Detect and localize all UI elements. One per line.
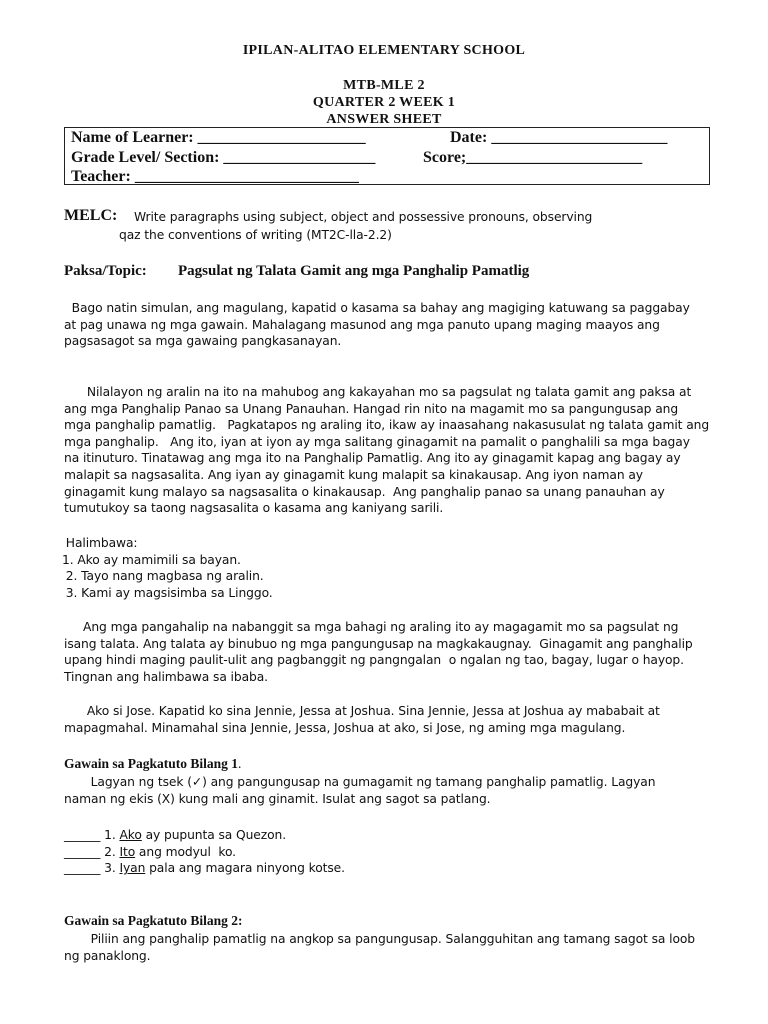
examples-list	[62, 535, 273, 601]
topic-label: Paksa/Topic:	[64, 263, 147, 279]
paragraph-line: Ang mga pangahalip na nabanggit sa mga bahagi ng araling ito ay magagamit mo sa pagsulat ng	[64, 620, 679, 634]
example-paragraph	[64, 703, 660, 736]
score-field[interactable]: Score;______________________	[423, 149, 643, 166]
paragraph-line: isang talata. Ang talata ay binubuo ng mga pangungusap na magkakaugnay. Ginagamit ang panghalip	[64, 636, 693, 651]
examples-label: Halimbawa:	[62, 536, 138, 550]
paragraph-line: Lagyan ng tsek (✓) ang pangungusap na gumagamit ng tamang panghalip pamatlig. Lagyan	[64, 775, 656, 789]
date-field[interactable]: Date: ______________________	[450, 129, 668, 146]
teacher-field[interactable]: Teacher: ____________________________	[71, 168, 359, 185]
paragraph-line: Piliin ang panghalip pamatlig na angkop sa pangungusap. Salangguhitan ang tamang sagot sa loob	[64, 932, 696, 946]
paragraph-line: naman ng ekis (X) kung mali ang ginamit. Isulat ang sagot sa patlang.	[64, 791, 491, 806]
paragraph-line: at pag unawa ng mga gawain. Mahalagang masunod ang mga panuto upang maging maayos ang	[64, 317, 660, 332]
paragraph-line: mga panghalip. Ang ito, iyan at iyon ay mga salitang ginagamit na pamalit o panghalili sa mga bagay	[64, 434, 690, 449]
melc-line-1: Write paragraphs using subject, object and possessive pronouns, observing	[134, 210, 593, 224]
paragraph-line: upang hindi maging paulit-ulit ang pagbanggit ng pangngalan o ngalan ng tao, bagay, lugar o hayop.	[64, 653, 684, 668]
topic-title: Pagsulat ng Talata Gamit ang mga Panghalip Pamatlig	[178, 263, 530, 279]
melc-label: MELC:	[64, 207, 118, 224]
paragraph-line: mga panghalip pamatlig. Pagkatapos ng araling ito, ikaw ay inaasahang nakasusulat ng talata gamit ang	[64, 418, 710, 433]
activity-1-items	[64, 827, 345, 877]
paragraph-line: Nilalayon ng aralin na ito na mahubog ang kakayahan mo sa pagsulat ng talata gamit ang paksa at	[64, 385, 692, 399]
list-item: 1. Ako ay mamimili sa bayan.	[62, 552, 241, 567]
school-name: IPILAN-ALITAO ELEMENTARY SCHOOL	[242, 43, 526, 58]
paragraph-line: ginagamit kung malayo sa nagsasalita o kinakausap. Ang panghalip panao sa unang panauhan ay	[64, 484, 665, 499]
paragraph-line: Bago natin simulan, ang magulang, kapatid o kasama sa bahay ang magiging katuwang sa paggabay	[64, 301, 690, 315]
paragraph-line: malapit sa nagsasalita. Ang iyan ay ginagamit kung malapit sa kinakausap. Ang iyon naman ay	[64, 467, 643, 482]
objective-paragraph	[64, 384, 709, 517]
activity-2-title: Gawain sa Pagkatuto Bilang 2:	[64, 913, 243, 928]
paragraph-line: pagsasagot sa mga gawaing pangkasanayan.	[64, 334, 342, 349]
paragraph-line: na itinuturo. Tinatawag ang mga ito na Panghalip Pamatlig. Ang ito ay ginagamit kapag ang bagay ay	[64, 451, 681, 466]
sheet-title: ANSWER SHEET	[326, 112, 442, 127]
grade-section-field[interactable]: Grade Level/ Section: ___________________	[71, 149, 376, 166]
activity-1-title: Gawain sa Pagkatuto Bilang 1.	[64, 756, 242, 771]
activity-2-instructions	[64, 931, 695, 964]
discussion-paragraph	[64, 619, 693, 685]
activity-1-instructions	[64, 774, 655, 807]
paragraph-line: Tingnan ang halimbawa sa ibaba.	[64, 669, 268, 684]
subject-title: MTB-MLE 2	[343, 78, 425, 93]
list-item: 2. Tayo nang magbasa ng aralin.	[62, 569, 264, 584]
quarter-week: QUARTER 2 WEEK 1	[312, 95, 456, 110]
intro-paragraph	[64, 300, 690, 350]
name-of-learner-field[interactable]: Name of Learner: _____________________	[71, 129, 366, 146]
paragraph-line: ng panaklong.	[64, 948, 151, 963]
paragraph-line: mapagmahal. Minamahal sina Jennie, Jessa, Joshua at ako, si Jose, ng aming mga magulang.	[64, 720, 626, 735]
paragraph-line: tumutukoy sa taong nagsasalita o kasama ang kaniyang sarili.	[64, 501, 444, 516]
paragraph-line: Ako si Jose. Kapatid ko sina Jennie, Jessa at Joshua. Sina Jennie, Jessa at Joshua ay mababait at	[64, 704, 660, 718]
list-item[interactable]: ______ 2. Ito ang modyul ko.	[64, 844, 236, 859]
melc-line-2: qaz the conventions of writing (MT2C-lla-2.2)	[119, 228, 392, 242]
list-item[interactable]: ______ 1. Ako ay pupunta sa Quezon.	[64, 828, 287, 842]
paragraph-line: ang mga Panghalip Panao sa Unang Panauhan. Hangad rin nito na magamit mo sa pangungusap ang	[64, 401, 679, 416]
list-item: 3. Kami ay magsisimba sa Linggo.	[62, 585, 273, 600]
list-item[interactable]: ______ 3. Iyan pala ang magara ninyong kotse.	[64, 861, 345, 876]
